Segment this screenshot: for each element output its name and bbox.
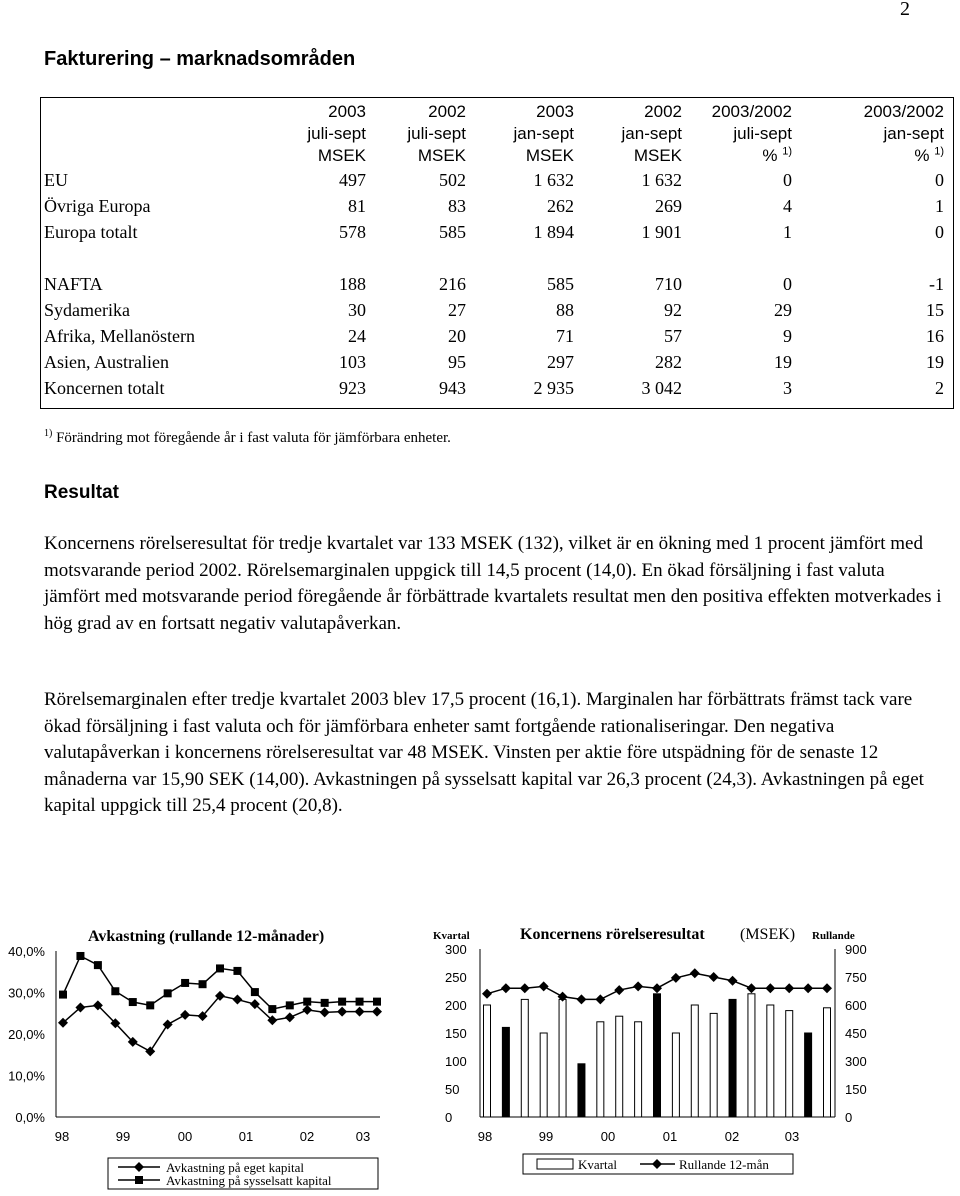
bar [805,1033,812,1117]
table-cell: 24 [348,326,366,346]
legend-bar-swatch [537,1159,573,1169]
table-cell: 20 [448,326,466,346]
table-cell: 943 [439,378,466,398]
table-cell: 1 [935,196,944,216]
col-header: 2002 juli-sept MSEK [407,102,466,165]
table-cell: 3 [783,378,792,398]
table-row [44,167,944,193]
left-tick-label: 100 [445,1054,467,1069]
table-cell: 710 [655,274,682,294]
x-tick-label: 99 [115,1129,131,1144]
table-row [44,349,944,375]
paragraph-2: Rörelsemarginalen efter tredje kvartalet 2003 blev 17,5 procent (16,1). Marginalen har förbättrats främst tack vare ökad försäljning i fast valuta och för jämförbara enheter samt fortgående rationaliseringar. Den negativa valutapåverkan i koncernens rörelseresultat var 48 MSEK. Vinsten per aktie före utspädning för de senaste 12 månaderna var 15,90 SEK (14,00). Avkastningen på sysselsatt kapital var 26,3 procent (24,3). Avkastningen på eget kapital uppgick till 25,4 procent (20,8). [44,689,924,816]
col-header: 2003 jan-sept MSEK [513,102,574,165]
col-header: 2003 juli-sept MSEK [307,102,366,165]
table-row [44,323,944,349]
data-point [181,979,189,987]
row-label: Afrika, Mellanöstern [44,326,195,346]
table-cell: 0 [935,222,944,242]
data-point [765,983,775,993]
col-header: 2003/2002 juli-sept % $^{1)}$ [711,102,792,165]
table-cell: 30 [348,300,366,320]
bar [748,994,755,1117]
y-tick-label: 0,0% [15,1110,45,1125]
data-point [652,983,662,993]
table-cell: 16 [926,326,944,346]
table-cell: 297 [547,352,574,372]
data-point [111,987,119,995]
legend-label: Kvartal [578,1157,617,1172]
chart-title: Koncernens rörelseresultat [520,926,705,943]
y-tick-label: 10,0% [8,1068,45,1084]
bar [824,1008,831,1117]
data-point [180,1010,190,1020]
table-cell: 83 [448,196,466,216]
bar [786,1011,793,1117]
data-point [746,983,756,993]
page-title: Fakturering – marknadsområden [44,48,356,70]
left-tick-label: 300 [445,942,467,957]
data-point [501,983,511,993]
table-cell: 95 [448,352,466,372]
data-point [286,1001,294,1009]
data-point [94,961,102,969]
table-cell: 1 632 [533,170,574,190]
table-header-row [44,101,944,167]
table-cell: 57 [664,326,682,346]
data-point [76,952,84,960]
paragraph-1: Koncernens rörelseresultat för tredje kvartalet var 133 MSEK (132), vilket är en ökning med 1 procent jämfört med motsvarande period 2002. Rörelsemarginalen uppgick till 14,5 procent (14,0). En ökad försäljning i fast valuta jämfört med motsvarande period föregående år förbättrade kvartalets resultat men den positiva effekten motverkades i hög grad av en fortsatt negativ valutapåverkan. [44,533,942,634]
table-cell: 9 [783,326,792,346]
data-point [233,967,241,975]
page-number: 2 [900,0,910,20]
right-tick-label: 0 [845,1110,853,1125]
data-point [251,988,259,996]
header-corner [44,101,248,167]
right-tick-label: 750 [845,970,867,985]
table-row [44,219,944,245]
data-point [614,985,624,995]
data-point [576,994,586,1004]
data-point [595,994,605,1004]
return-chart [0,906,400,1196]
chart-title: Avkastning (rullande 12-månader) [88,928,325,945]
table-cell [682,245,792,271]
series-line-1 [63,956,377,1009]
bar [540,1033,547,1117]
table-cell: 216 [439,274,466,294]
data-point [520,983,530,993]
right-tick-label: 900 [845,942,867,957]
legend-label: Avkastning på eget kapital [166,1160,305,1175]
data-point [337,1007,347,1017]
table-cell: 19 [774,352,792,372]
data-point [822,983,832,993]
bar [484,1005,491,1117]
x-tick-label: 00 [177,1129,193,1144]
row-label: NAFTA [44,274,103,294]
x-tick-label: 00 [600,1129,616,1144]
table-cell: 282 [655,352,682,372]
table-cell: 15 [926,300,944,320]
x-tick-label: 01 [662,1129,678,1144]
x-tick-label: 99 [538,1129,554,1144]
data-point [268,1005,276,1013]
data-point [232,995,242,1005]
x-tick-label: 03 [355,1129,371,1144]
left-tick-label: 200 [445,998,467,1013]
table-cell: 2 [935,378,944,398]
section-heading: Resultat [44,482,119,503]
data-point [320,1007,330,1017]
x-tick-label: 01 [238,1129,254,1144]
data-point [671,973,681,983]
table-cell: 578 [339,222,366,242]
table-cell [248,245,366,271]
legend-label: Rullande 12-mån [679,1157,769,1172]
data-point [338,998,346,1006]
bar [559,999,566,1117]
x-tick-label: 02 [299,1129,315,1144]
table-cell: 0 [783,170,792,190]
bar [578,1064,585,1117]
data-point [633,981,643,991]
data-point [709,972,719,982]
revenue-table [44,101,944,401]
row-label: Europa totalt [44,222,138,242]
bar [729,999,736,1117]
table-cell [792,245,944,271]
data-point [145,1046,155,1056]
table-cell: 0 [783,274,792,294]
data-point [321,999,329,1007]
table-cell [466,245,574,271]
table-row [44,245,944,271]
table-cell: 1 632 [641,170,682,190]
table-cell: 923 [339,378,366,398]
data-point [59,991,67,999]
table-cell [366,245,466,271]
bar [521,999,528,1117]
x-tick-label: 98 [477,1129,493,1144]
legend-label: Avkastning på sysselsatt kapital [166,1173,332,1188]
bar [616,1016,623,1117]
bar [502,1027,509,1117]
table-cell: 88 [556,300,574,320]
table-cell: 188 [339,274,366,294]
x-tick-label: 03 [784,1129,800,1144]
row-label: EU [44,170,68,190]
table-cell: 585 [547,274,574,294]
table-cell [574,245,682,271]
right-tick-label: 300 [845,1054,867,1069]
right-axis-title: Rullande [812,930,855,942]
table-cell: 29 [774,300,792,320]
series-line-0 [63,996,377,1052]
y-tick-label: 40,0% [8,944,45,959]
data-point [803,983,813,993]
table-cell: 2 935 [533,378,574,398]
y-tick-label: 30,0% [8,985,45,1001]
bar [597,1022,604,1117]
data-point [303,998,311,1006]
table-row [44,297,944,323]
left-tick-label: 0 [445,1110,453,1125]
table-cell: 262 [547,196,574,216]
col-header: 2002 jan-sept MSEK [621,102,682,165]
bar [710,1013,717,1117]
table-cell: 3 042 [641,378,682,398]
data-point [285,1012,295,1022]
data-point [539,981,549,991]
legend-marker [135,1176,143,1184]
table-cell: 1 894 [533,222,574,242]
table-cell: 71 [556,326,574,346]
bar [672,1033,679,1117]
table-cell: 497 [339,170,366,190]
table-cell: 1 [783,222,792,242]
table-cell: 19 [926,352,944,372]
data-point [129,998,137,1006]
data-point [302,1005,312,1015]
right-tick-label: 450 [845,1026,867,1041]
table-cell: 1 901 [641,222,682,242]
bar [691,1005,698,1117]
x-tick-label: 02 [724,1129,740,1144]
row-label [44,245,248,271]
table-cell: 0 [935,170,944,190]
table-row [44,271,944,297]
left-axis-title: Kvartal [433,930,470,942]
bar [654,994,661,1117]
right-tick-label: 600 [845,998,867,1013]
data-point [199,980,207,988]
row-label: Asien, Australien [44,352,169,372]
row-label: Övriga Europa [44,196,151,216]
left-tick-label: 150 [445,1026,467,1041]
data-point [356,998,364,1006]
table-row [44,375,944,401]
bar [635,1022,642,1117]
right-tick-label: 150 [845,1082,867,1097]
data-point [728,976,738,986]
row-label: Koncernen totalt [44,378,165,398]
data-point [355,1007,365,1017]
row-label: Sydamerika [44,300,130,320]
data-point [784,983,794,993]
data-point [372,1007,382,1017]
data-point [146,1001,154,1009]
y-tick-label: 20,0% [8,1027,45,1042]
table-cell: 4 [783,196,792,216]
data-point [690,968,700,978]
table-footnote: $^{1)}$ Förändring mot föregående år i fast valuta för jämförbara enheter. [44,428,451,446]
left-tick-label: 50 [445,1082,460,1097]
data-point [216,964,224,972]
table-cell: 103 [339,352,366,372]
table-cell: 81 [348,196,366,216]
bar [767,1005,774,1117]
data-point [482,989,492,999]
table-cell: 585 [439,222,466,242]
chart-title-suffix: (MSEK) [740,926,796,943]
table-cell: 502 [439,170,466,190]
data-point [373,998,381,1006]
col-header: 2003/2002 jan-sept % $^{1)}$ [863,102,944,165]
table-cell: 27 [448,300,466,320]
left-tick-label: 250 [445,970,467,985]
operating-income-chart [425,906,910,1196]
table-cell: -1 [929,274,944,294]
data-point [163,1019,173,1029]
x-tick-label: 98 [54,1129,70,1144]
table-cell: 269 [655,196,682,216]
table-cell: 92 [664,300,682,320]
data-point [164,989,172,997]
table-row [44,193,944,219]
